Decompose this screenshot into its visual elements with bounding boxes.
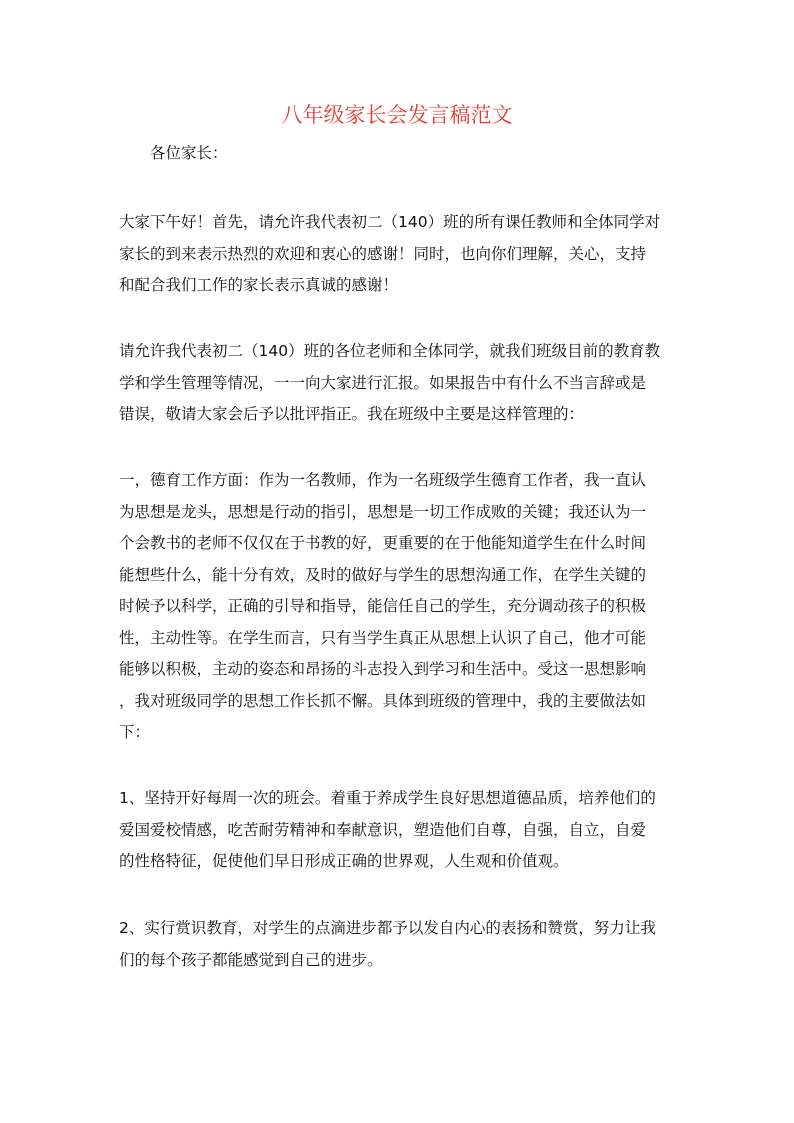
paragraph-line: 能够以积极，主动的姿态和昂扬的斗志投入到学习和生活中。受这一思想影响 — [119, 660, 647, 678]
paragraph-line: 1、坚持开好每周一次的班会。着重于养成学生良好思想道德品质，培养他们的 — [119, 789, 656, 807]
paragraph-weekly-class-meeting — [119, 783, 675, 878]
paragraph-line: 为思想是龙头，思想是行动的指引，思想是一切工作成败的关键；我还认为一 — [119, 502, 647, 521]
paragraph-line: 的性格特征，促使他们早日形成正确的世界观，人生观和价值观。 — [119, 852, 569, 870]
paragraph-line: 2、实行赏识教育，对学生的点滴进步都予以发自内心的表扬和赞赏，努力让我 — [119, 919, 656, 937]
paragraph-report-intro — [119, 336, 675, 431]
paragraph-line: 错误，敬请大家会后予以批评指正。我在班级中主要是这样管理的： — [119, 405, 585, 423]
paragraph-line: 个会教书的老师不仅仅在于书教的好，更重要的在于他能知道学生在什么时间 — [119, 534, 647, 552]
paragraph-line: 能想些什么，能十分有效，及时的做好与学生的思想沟通工作，在学生关键的 — [119, 565, 647, 584]
paragraph-greeting — [119, 207, 675, 302]
paragraph-line: 一，德育工作方面：作为一名教师，作为一名班级学生德育工作者，我一直认 — [119, 471, 647, 489]
paragraph-line: 学和学生管理等情况，一一向大家进行汇报。如果报告中有什么不当言辞或是 — [119, 373, 647, 392]
paragraph-line: 家长的到来表示热烈的欢迎和衷心的感谢！同时，也向你们理解，关心，支持 — [119, 244, 647, 263]
paragraph-line: 和配合我们工作的家长表示真诚的感谢！ — [119, 276, 399, 294]
paragraph-moral-education — [119, 465, 675, 749]
paragraph-line: 下： — [119, 723, 151, 741]
paragraph-line: 爱国爱校情感，吃苦耐劳精神和奉献意识，塑造他们自尊，自强，自立，自爱 — [119, 820, 647, 839]
salutation: 各位家长： — [150, 144, 228, 162]
paragraph-line: ，我对班级同学的思想工作长抓不懈。具体到班级的管理中，我的主要做法如 — [119, 691, 647, 710]
paragraph-line: 时候予以科学，正确的引导和指导，能信任自己的学生，充分调动孩子的积极 — [119, 597, 647, 615]
paragraph-line: 大家下午好！首先，请允许我代表初二（140）班的所有课任教师和全体同学对 — [119, 213, 661, 231]
paragraph-line: 性，主动性等。在学生而言，只有当学生真正从思想上认识了自己，他才可能 — [119, 628, 647, 647]
paragraph-line: 请允许我代表初二（140）班的各位老师和全体同学，就我们班级目前的教育教 — [119, 342, 661, 360]
document-title: 八年级家长会发言稿范文 — [281, 103, 513, 127]
paragraph-line: 们的每个孩子都能感觉到自己的进步。 — [119, 950, 383, 969]
paragraph-appreciation-education — [119, 913, 675, 976]
